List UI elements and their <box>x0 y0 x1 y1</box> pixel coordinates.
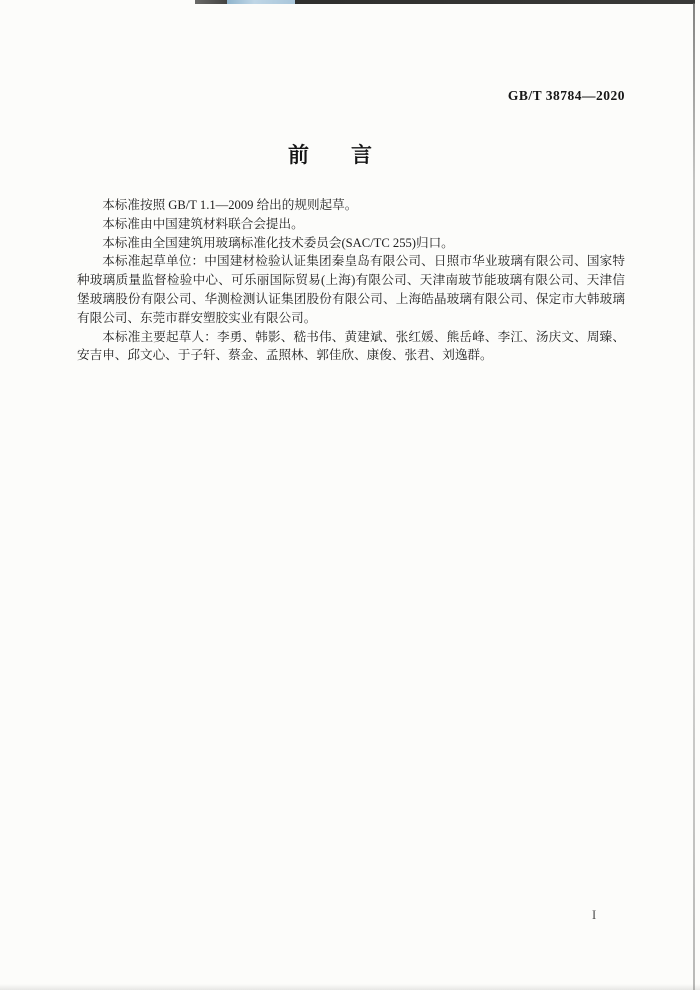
foreword-paragraph-main-drafters: 本标准主要起草人：李勇、韩影、嵇书伟、黄建斌、张红媛、熊岳峰、李江、汤庆文、周臻、安吉申、邱文心、于子轩、蔡金、孟照林、郭佳欣、康俊、张君、刘逸群。 <box>77 329 625 363</box>
foreword-paragraph-centralized-by: 本标准由全国建筑用玻璃标准化技术委员会(SAC/TC 255)归口。 <box>102 235 454 250</box>
foreword-paragraph-drafting-rules: 本标准按照 GB/T 1.1—2009 给出的规则起草。 <box>102 198 358 212</box>
foreword-body <box>77 196 625 365</box>
scan-edge-top <box>195 0 695 4</box>
scan-edge-blue-segment <box>227 0 295 4</box>
foreword-paragraph-drafting-organizations: 本标准起草单位：中国建材检验认证集团秦皇岛有限公司、日照市华业玻璃有限公司、国家特种玻璃质量监督检验中心、可乐丽国际贸易(上海)有限公司、天津南玻节能玻璃有限公司、天津信堡玻璃股份有限公司、华测检测认证集团股份有限公司、上海皓晶玻璃有限公司、保定市大韩玻璃有限公司、东莞市群安塑胶实业有限公司。 <box>77 254 625 325</box>
scan-edge-bottom <box>0 984 700 990</box>
foreword-paragraph-proposed-by: 本标准由中国建筑材料联合会提出。 <box>102 216 304 231</box>
page-number: I <box>592 908 597 922</box>
standard-number: GB/T 38784—2020 <box>507 88 625 103</box>
scan-edge-right <box>693 3 695 990</box>
page-title: 前 言 <box>288 144 372 167</box>
